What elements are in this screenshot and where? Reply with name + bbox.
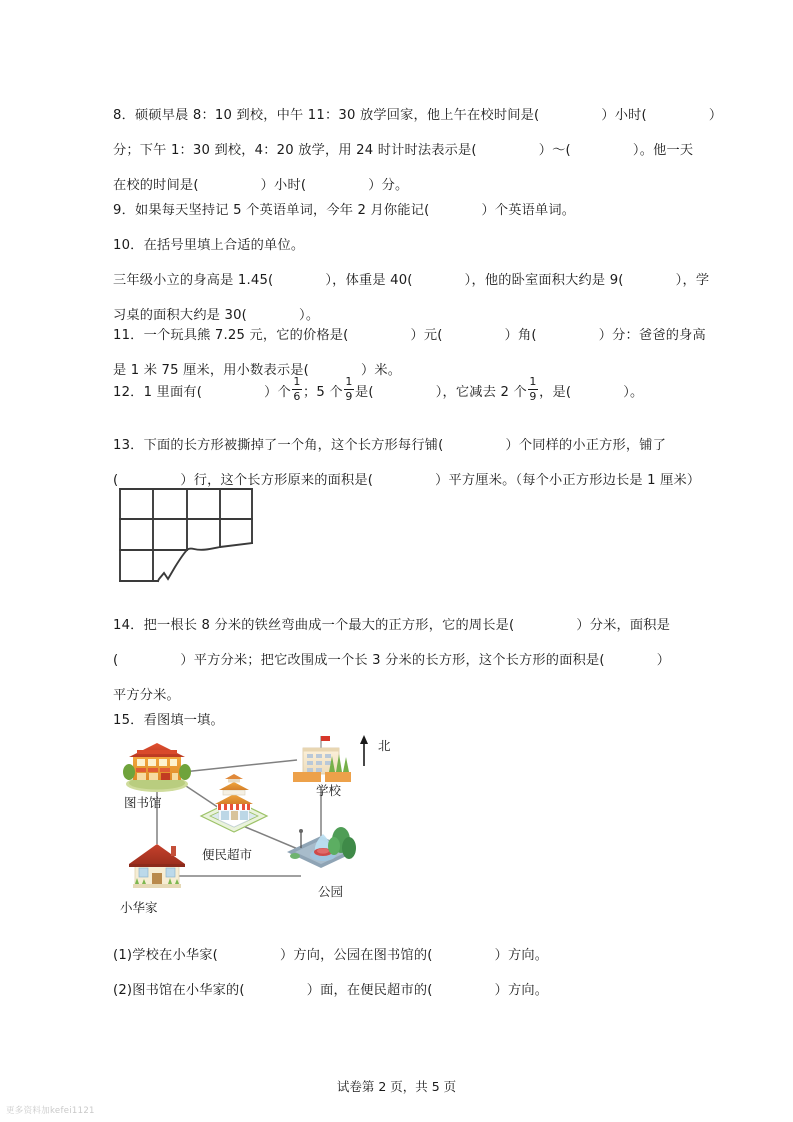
text-run: 13．下面的长方形被撕掉了一个角，这个长方形每行铺( (113, 438, 444, 453)
question-15-subquestions (113, 938, 683, 1008)
text-run: 是 1 米 75 厘米，用小数表示是( (113, 363, 309, 378)
text-run: ），他的卧室面积大约是 9( (464, 273, 624, 288)
map-figure (115, 728, 415, 923)
text-run: 11．一个玩具熊 7.25 元，它的价格是( (113, 328, 349, 343)
text-run: 9．如果每天坚持记 5 个英语单词，今年 2 月你能记( (113, 203, 430, 218)
text-run: ( (113, 473, 119, 488)
text-run: 15．看图填一填。 (113, 713, 224, 728)
text-run: ）平方厘米。（每个小正方形边长是 1 厘米） (435, 473, 701, 488)
q8-line-1 (113, 98, 723, 133)
text-run: ）米。 (360, 363, 402, 378)
q14-line-2 (113, 643, 683, 678)
q15sub-line-2 (113, 973, 683, 1008)
text-run: ）个英语单词。 (481, 203, 576, 218)
text-run: ）分米，面积是 (576, 618, 671, 633)
q8-line-2 (113, 133, 694, 168)
text-run: ）方向。 (494, 948, 549, 963)
text-run: ） (656, 653, 671, 668)
text-run: ）小时( (260, 178, 307, 193)
text-run: 10．在括号里填上合适的单位。 (113, 238, 305, 253)
map-label-north: 北 (378, 738, 391, 753)
text-run: ，是( (539, 385, 572, 400)
text-run: ）小时( (601, 108, 647, 123)
text-run: ），体重是 40( (325, 273, 413, 288)
question-8 (113, 98, 723, 203)
q13-line-1 (113, 428, 683, 463)
text-run: ）个同样的小正方形，铺了 (505, 438, 667, 453)
text-run: ） (708, 108, 723, 123)
map-label-library: 图书馆 (124, 795, 162, 810)
text-run: 是( (355, 385, 374, 400)
text-run: 14．把一根长 8 分米的铁丝弯曲成一个最大的正方形，它的周长是( (113, 618, 515, 633)
q9-line-1 (113, 193, 683, 228)
q14-line-1 (113, 608, 683, 643)
text-run: 平方分米。 (113, 688, 180, 703)
page-footer: 试卷第 2 页，共 5 页 (336, 1079, 457, 1094)
text-run: ）角( (504, 328, 537, 343)
question-14 (113, 608, 683, 713)
text-run: ）分。 (368, 178, 409, 193)
q11-line-1 (113, 318, 706, 353)
fraction: $\frac{1}{9}$ (345, 375, 353, 403)
torn-rectangle-figure (118, 487, 278, 587)
home-building-icon (129, 844, 185, 888)
text-run: ）。 (299, 308, 320, 323)
text-run: ）～( (538, 143, 571, 158)
question-9 (113, 193, 683, 228)
text-run: ）元( (410, 328, 443, 343)
text-run: ）。 (623, 385, 644, 400)
fraction: $\frac{1}{6}$ (293, 375, 301, 403)
text-run: 12．1 里面有( (113, 385, 203, 400)
text-run: 习桌的面积大约是 30( (113, 308, 248, 323)
text-run: ）分：爸爸的身高 (598, 328, 706, 343)
north-arrow-icon (360, 735, 368, 766)
fraction: $\frac{1}{9}$ (529, 375, 537, 403)
school-building-icon (293, 736, 351, 782)
q10-line-1 (113, 228, 683, 263)
text-run: 三年级小立的身高是 1.45( (113, 273, 274, 288)
map-label-park: 公园 (318, 884, 344, 899)
map-label-supermarket: 便民超市 (202, 847, 253, 862)
text-run: ），学 (675, 273, 710, 288)
text-run: ）行，这个长方形原来的面积是( (180, 473, 374, 488)
question-12 (113, 375, 683, 410)
text-run: ）个 (264, 385, 291, 400)
library-building-icon (123, 743, 191, 792)
text-run: ( (113, 653, 119, 668)
text-run: ）面，在便民超市的( (306, 983, 433, 998)
text-run: ）方向。 (494, 983, 549, 998)
q10-line-2 (113, 263, 710, 298)
text-run: (1)学校在小华家( (113, 948, 218, 963)
map-label-school: 学校 (316, 783, 342, 798)
map-label-home: 小华家 (120, 900, 158, 915)
text-run: ）平方分米；把它改围成一个长 3 分米的长方形，这个长方形的面积是( (180, 653, 605, 668)
text-run: 在校的时间是( (113, 178, 199, 193)
watermark: 更多资料加kefei1121 (6, 1106, 95, 1116)
text-run: ），它减去 2 个 (435, 385, 527, 400)
text-run: ）。他一天 (632, 143, 694, 158)
text-run: 分；下午 1：30 到校，4：20 放学，用 24 时计时法表示是( (113, 143, 477, 158)
text-run: ；5 个 (303, 385, 343, 400)
q12-line-1 (113, 375, 683, 410)
text-run: ）方向，公园在图书馆的( (279, 948, 433, 963)
text-run: (2)图书馆在小华家的( (113, 983, 245, 998)
text-run: 8．硕硕早晨 8：10 到校，中午 11：30 放学回家，他上午在校时间是( (113, 108, 540, 123)
q15sub-line-1 (113, 938, 683, 973)
